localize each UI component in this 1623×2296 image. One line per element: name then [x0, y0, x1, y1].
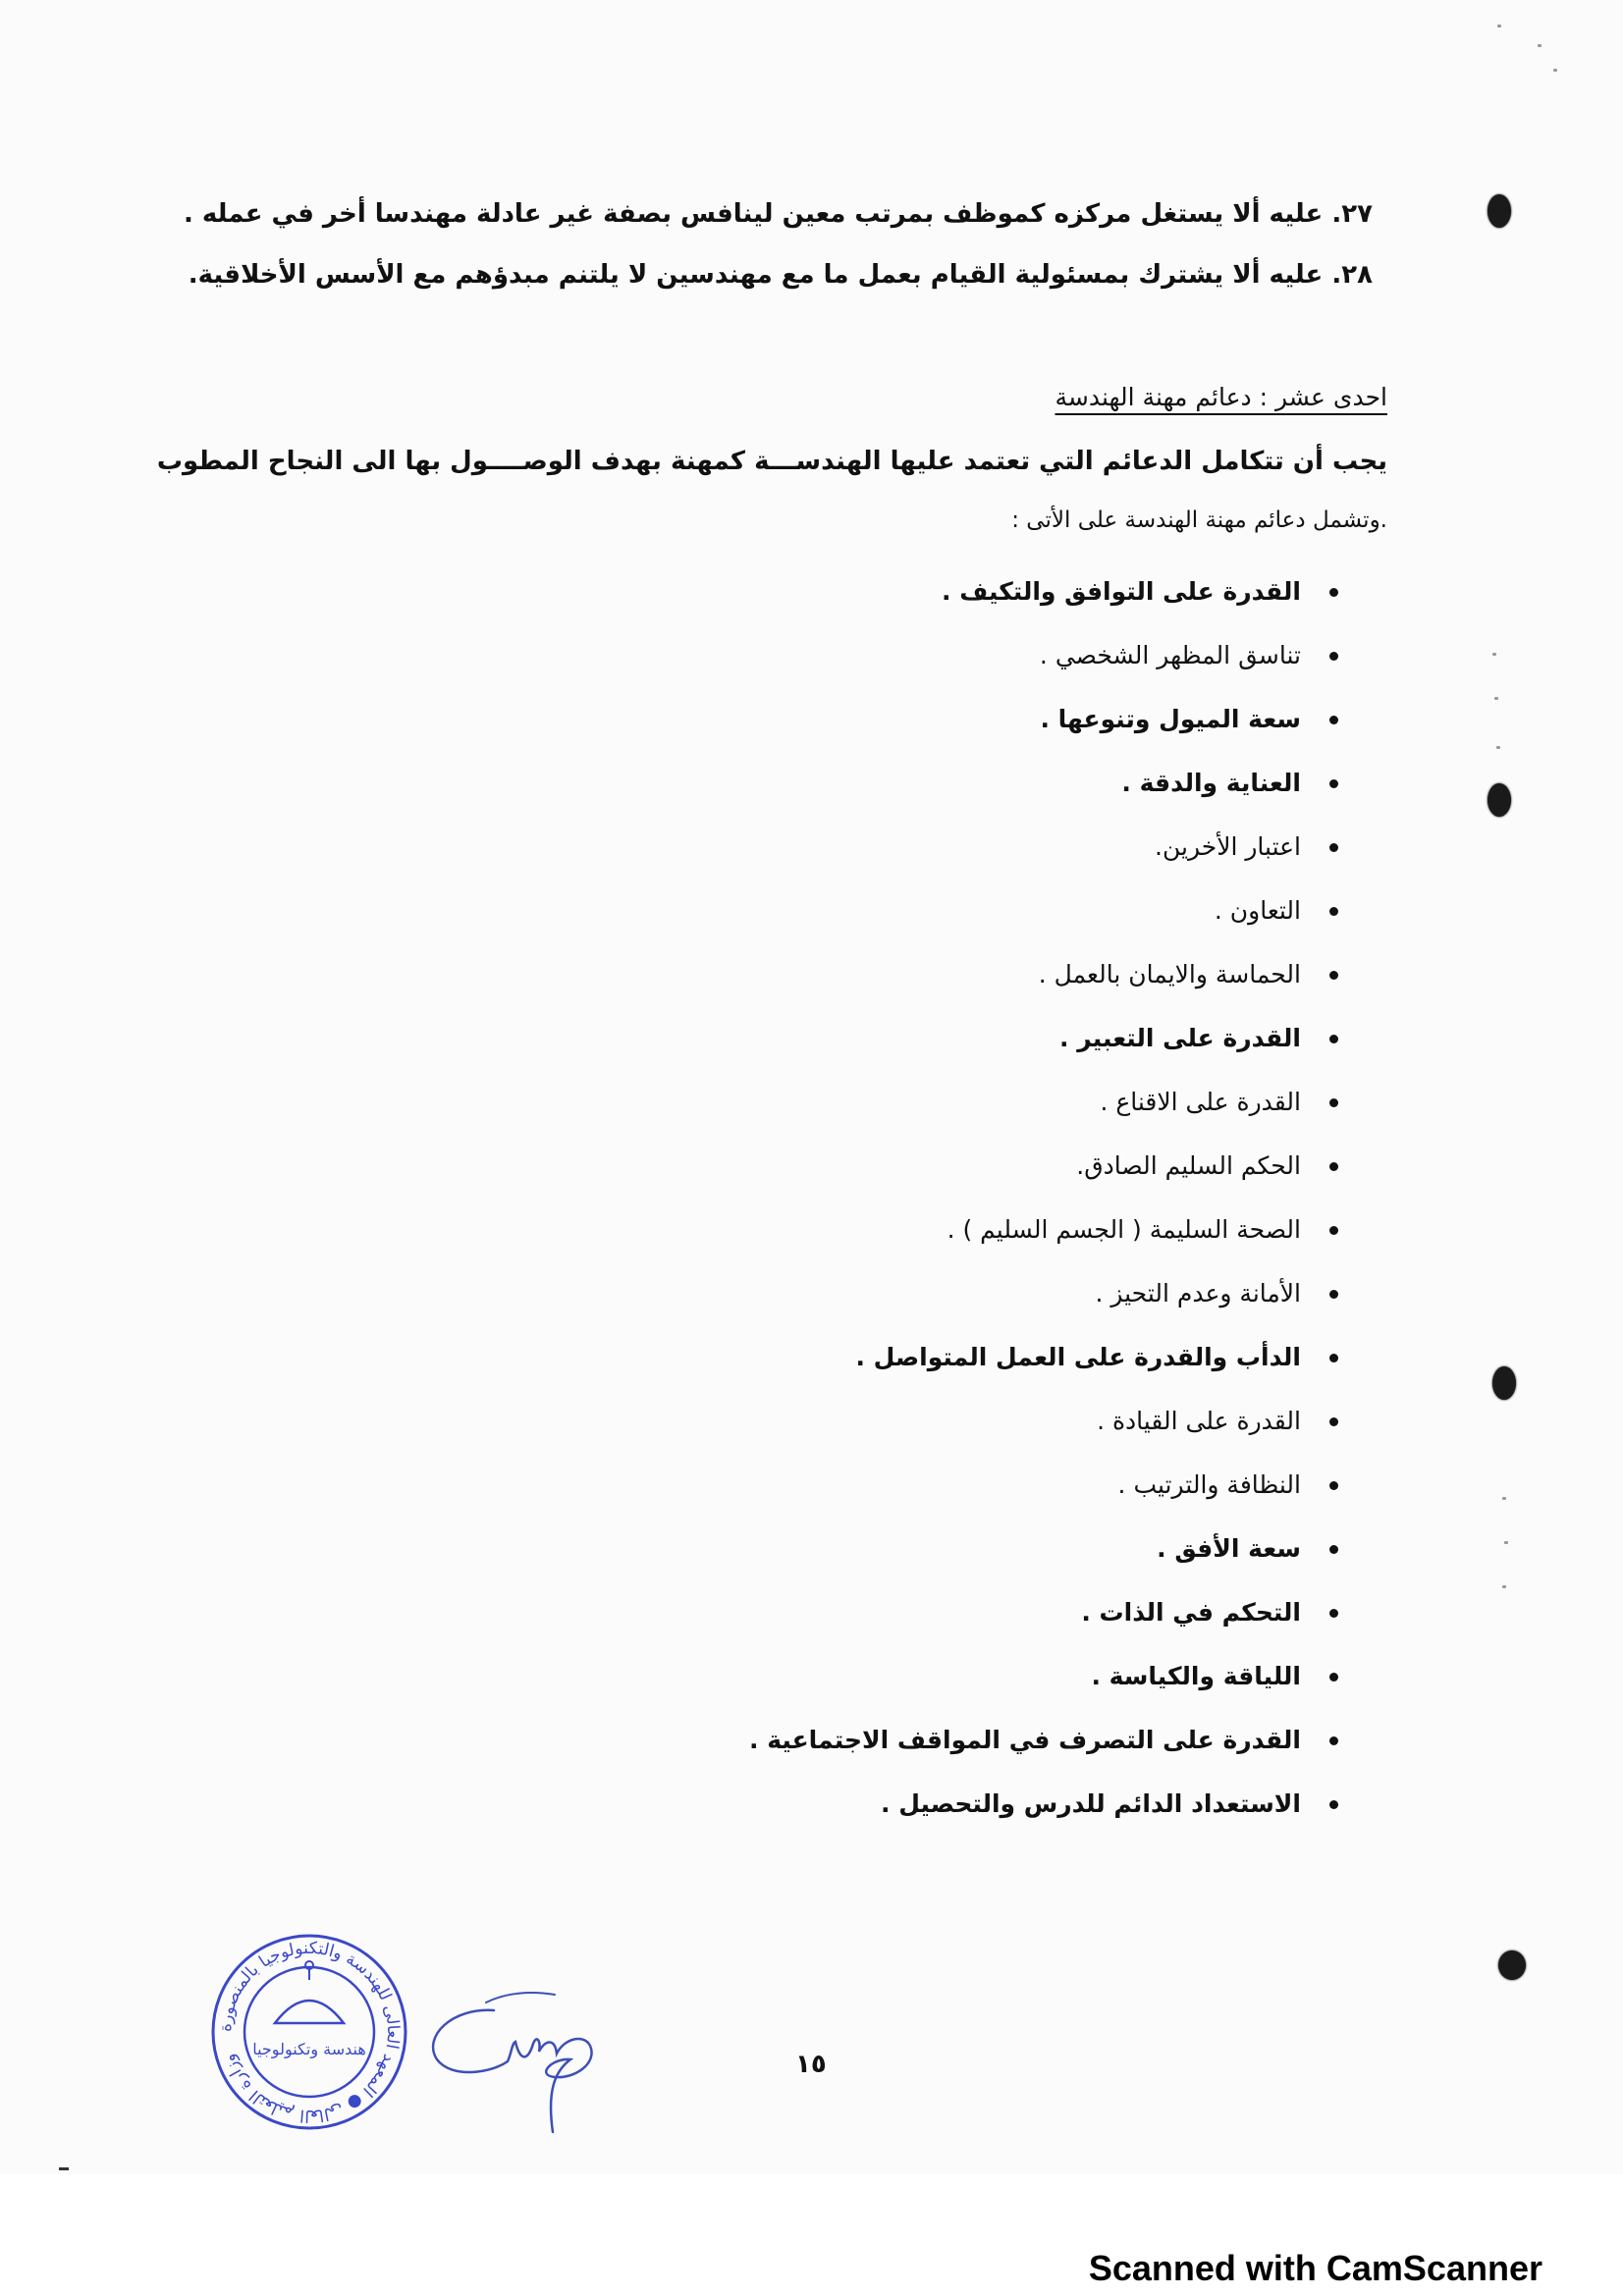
scan-speck [1492, 653, 1496, 656]
page-number: ١٥ [795, 2050, 827, 2079]
stamp-inner-text: هندسة وتكنولوجيا [252, 2040, 366, 2058]
scan-speck [1502, 1585, 1506, 1588]
list-item: اللياقة والكياسة . [455, 1657, 1338, 1721]
section-heading: احدى عشر : دعائم مهنة الهندسة [1055, 383, 1387, 411]
list-item: القدرة على التصرف في المواقف الاجتماعية . [455, 1721, 1338, 1785]
scan-speck [1553, 69, 1557, 72]
list-item: الصحة السليمة ( الجسم السليم ) . [455, 1210, 1338, 1274]
binder-hole [1488, 194, 1511, 228]
list-item: تناسق المظهر الشخصي . [455, 636, 1338, 700]
official-stamp-seal [206, 1929, 412, 2135]
numbered-item-28: ٢٨. عليه ألا يشترك بمسئولية القيام بعمل ما مع مهندسين لا يلتنم مبدؤهم مع الأسس الأخلاقية. [188, 260, 1373, 290]
list-item: الدأب والقدرة على العمل المتواصل . [455, 1338, 1338, 1402]
section-intro-continued: .وتشمل دعائم مهنة الهندسة على الأتى : [1011, 507, 1387, 533]
scan-speck [1502, 1497, 1506, 1500]
scan-speck [1497, 25, 1501, 27]
list-item: القدرة على الاقناع . [455, 1083, 1338, 1147]
binder-hole [1492, 1366, 1516, 1400]
binder-hole [1498, 1950, 1526, 1980]
list-item: الاستعداد الدائم للدرس والتحصيل . [455, 1785, 1338, 1848]
list-item: الحماسة والايمان بالعمل . [455, 955, 1338, 1019]
scan-speck [1504, 1541, 1508, 1544]
scan-speck [1494, 697, 1498, 700]
handwritten-signature [417, 1983, 633, 2140]
list-item: اعتبار الأخرين. [455, 828, 1338, 891]
list-item: سعة الأفق . [455, 1529, 1338, 1593]
list-item: النظافة والترتيب . [455, 1466, 1338, 1529]
list-item: القدرة على التوافق والتكيف . [455, 572, 1338, 636]
list-item: سعة الميول وتنوعها . [455, 700, 1338, 764]
scan-speck [1496, 746, 1500, 749]
list-item: التحكم في الذات . [455, 1593, 1338, 1657]
scan-edge-mark [59, 2167, 69, 2170]
section-intro: يجب أن تتكامل الدعائم التي تعتمد عليها الهندســـة كمهنة بهدف الوصــــول بها الى النجاح المطوب [156, 447, 1387, 476]
scanner-watermark: Scanned with CamScanner [1088, 2248, 1542, 2288]
list-item: التعاون . [455, 891, 1338, 955]
list-item: العناية والدقة . [455, 764, 1338, 828]
list-item: القدرة على التعبير . [455, 1019, 1338, 1083]
list-item: الحكم السليم الصادق. [455, 1147, 1338, 1210]
stamp-outer-text: وزارة التعليم العالى ● المعهد العالى للهندسة والتكنولوجيا بالمنصورة [215, 1938, 404, 2126]
list-item: القدرة على القيادة . [455, 1402, 1338, 1466]
binder-hole [1488, 783, 1511, 817]
list-item: الأمانة وعدم التحيز . [455, 1274, 1338, 1338]
scan-speck [1538, 44, 1542, 47]
pillars-list [455, 572, 1338, 1848]
numbered-item-27: ٢٧. عليه ألا يستغل مركزه كموظف بمرتب معين لينافس بصفة غير عادلة مهندسا أخر في عمله . [183, 199, 1373, 229]
